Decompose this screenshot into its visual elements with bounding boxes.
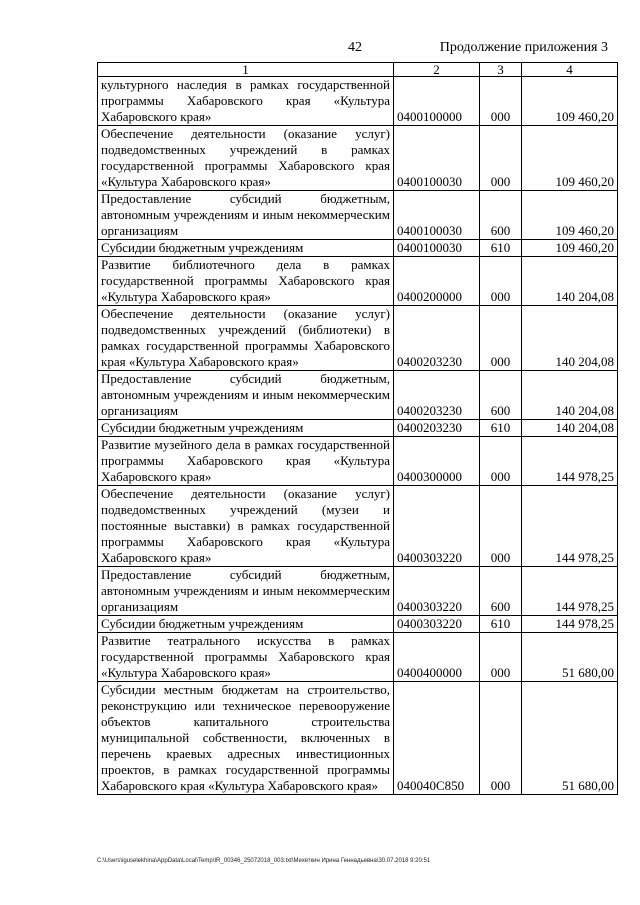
table-row (98, 616, 618, 633)
expense-type: 000 (480, 77, 522, 126)
table-row (98, 633, 618, 682)
expense-name: Предоставление субсидий бюджетным, автономным учреждениям и иным некоммерческим организациям (98, 567, 394, 616)
amount: 144 978,25 (522, 616, 618, 633)
file-path-footer: C:\Users\iguselekhina\AppData\Local\Temp\IR_00346_25072018_003.txt\Мехеткин Ирина Геннадьевна\30.07.2018 9:20:51 (97, 858, 431, 864)
expense-type: 000 (480, 306, 522, 371)
target-code: 0400100000 (394, 77, 480, 126)
target-code: 040040С850 (394, 682, 480, 795)
expense-name: Обеспечение деятельности (оказание услуг) подведомственных учреждений в рамках государственной программы Хабаровского края «Культура Хабаровского края» (98, 126, 394, 191)
table-row (98, 486, 618, 567)
page-number: 42 (348, 40, 362, 55)
table-row (98, 371, 618, 420)
expense-type: 600 (480, 567, 522, 616)
table-row (98, 306, 618, 371)
target-code: 0400100030 (394, 240, 480, 257)
expense-name: Субсидии местным бюджетам на строительство, реконструкцию или техническое перевооружение объектов капитального строительства муниципальной собственности, включенных в перечень краевых адресных инвестиционных проектов, в рамках государственной программы Хабаровского края «Культура Хабаровского края» (98, 682, 394, 795)
amount: 109 460,20 (522, 191, 618, 240)
target-code: 0400200000 (394, 257, 480, 306)
expense-type: 000 (480, 682, 522, 795)
expense-name: Предоставление субсидий бюджетным, автономным учреждениям и иным некоммерческим организациям (98, 191, 394, 240)
target-code: 0400303220 (394, 567, 480, 616)
target-code: 0400303220 (394, 486, 480, 567)
expense-name: Субсидии бюджетным учреждениям (98, 616, 394, 633)
table-row (98, 567, 618, 616)
expense-type: 000 (480, 257, 522, 306)
target-code: 0400203230 (394, 306, 480, 371)
expense-type: 600 (480, 191, 522, 240)
target-code: 0400203230 (394, 371, 480, 420)
amount: 144 978,25 (522, 486, 618, 567)
target-code: 0400100030 (394, 126, 480, 191)
expense-name: Развитие библиотечного дела в рамках государственной программы Хабаровского края «Культура Хабаровского края» (98, 257, 394, 306)
amount: 51 680,00 (522, 682, 618, 795)
column-header: 4 (522, 63, 618, 77)
amount: 51 680,00 (522, 633, 618, 682)
expense-type: 000 (480, 633, 522, 682)
expense-name: Обеспечение деятельности (оказание услуг) подведомственных учреждений (библиотеки) в рамках государственной программы Хабаровского края «Культура Хабаровского края» (98, 306, 394, 371)
expense-type: 610 (480, 616, 522, 633)
column-number-row (98, 63, 618, 77)
amount: 144 978,25 (522, 437, 618, 486)
table-row (98, 240, 618, 257)
amount: 140 204,08 (522, 371, 618, 420)
amount: 109 460,20 (522, 240, 618, 257)
amount: 109 460,20 (522, 77, 618, 126)
amount: 109 460,20 (522, 126, 618, 191)
expense-name: Развитие музейного дела в рамках государственной программы Хабаровского края «Культура Хабаровского края» (98, 437, 394, 486)
target-code: 0400100030 (394, 191, 480, 240)
table-row (98, 420, 618, 437)
target-code: 0400400000 (394, 633, 480, 682)
target-code: 0400303220 (394, 616, 480, 633)
amount: 140 204,08 (522, 420, 618, 437)
expense-name: Субсидии бюджетным учреждениям (98, 420, 394, 437)
amount: 144 978,25 (522, 567, 618, 616)
expense-name: Предоставление субсидий бюджетным, автономным учреждениям и иным некоммерческим организациям (98, 371, 394, 420)
target-code: 0400300000 (394, 437, 480, 486)
table-row (98, 77, 618, 126)
table-row (98, 191, 618, 240)
table-row (98, 682, 618, 795)
amount: 140 204,08 (522, 306, 618, 371)
expense-type: 000 (480, 126, 522, 191)
column-header: 1 (98, 63, 394, 77)
expense-type: 610 (480, 420, 522, 437)
table-row (98, 437, 618, 486)
expense-name: Обеспечение деятельности (оказание услуг) подведомственных учреждений (музеи и постоянные выставки) в рамках государственной программы Хабаровского края «Культура Хабаровского края» (98, 486, 394, 567)
expense-name: Субсидии бюджетным учреждениям (98, 240, 394, 257)
table-row (98, 126, 618, 191)
column-header: 2 (394, 63, 480, 77)
column-header: 3 (480, 63, 522, 77)
expense-name: культурного наследия в рамках государственной программы Хабаровского края «Культура Хабаровского края» (98, 77, 394, 126)
target-code: 0400203230 (394, 420, 480, 437)
budget-table (97, 62, 618, 795)
continuation-label: Продолжение приложения 3 (439, 40, 608, 55)
expense-type: 600 (480, 371, 522, 420)
expense-type: 000 (480, 486, 522, 567)
table-row (98, 257, 618, 306)
expense-name: Развитие театрального искусства в рамках государственной программы Хабаровского края «Культура Хабаровского края» (98, 633, 394, 682)
expense-type: 610 (480, 240, 522, 257)
amount: 140 204,08 (522, 257, 618, 306)
expense-type: 000 (480, 437, 522, 486)
